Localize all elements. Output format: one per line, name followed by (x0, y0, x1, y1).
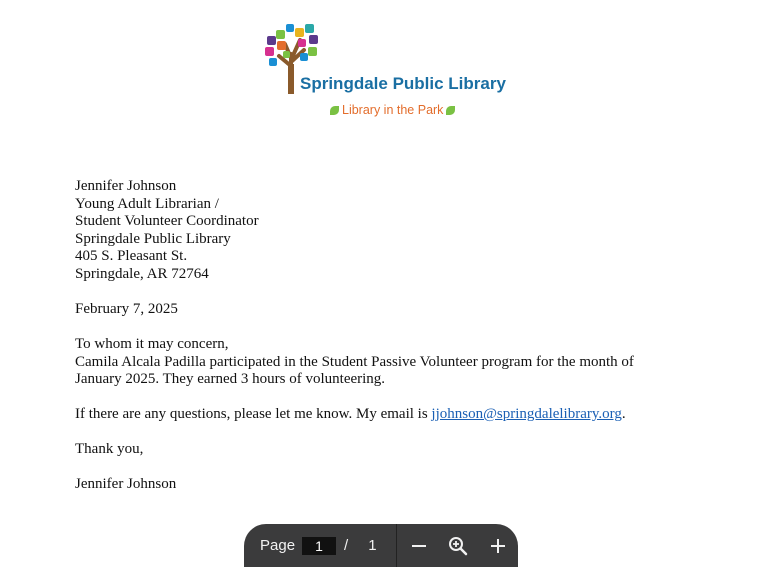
page-separator: / (344, 537, 349, 554)
leaf-icon (330, 106, 339, 115)
sender-title-line2: Student Volunteer Coordinator (75, 213, 259, 230)
zoom-fit-button[interactable] (445, 533, 471, 559)
library-tagline (330, 103, 455, 117)
library-logo (262, 20, 507, 117)
sender-organization: Springdale Public Library (75, 230, 231, 247)
toolbar-divider (396, 524, 397, 567)
page-number-input[interactable] (302, 537, 336, 555)
library-name: Springdale Public Library (300, 74, 506, 93)
sender-title-line1: Young Adult Librarian / (75, 195, 219, 212)
letter-body (75, 178, 715, 494)
signature: Jennifer Johnson (75, 476, 177, 493)
body-line-1: Camila Alcala Padilla participated in the Student Passive Volunteer program for the month of (75, 353, 634, 370)
pdf-toolbar (244, 524, 518, 567)
page-label: Page (260, 537, 296, 554)
zoom-out-icon (410, 537, 428, 555)
tagline-text: Library in the Park (342, 103, 444, 117)
zoom-in-icon (489, 537, 507, 555)
closing: Thank you, (75, 441, 144, 458)
contact-end: . (621, 406, 626, 423)
contact-paragraph (75, 406, 715, 424)
zoom-fit-icon (448, 536, 468, 556)
sender-name: Jennifer Johnson (75, 178, 177, 194)
sender-street: 405 S. Pleasant St. (75, 248, 188, 265)
leaf-icon (446, 106, 455, 115)
contact-text: If there are any questions, please let me know. My email is (75, 406, 432, 423)
zoom-out-button[interactable] (406, 533, 432, 559)
sender-city: Springdale, AR 72764 (75, 265, 209, 282)
zoom-in-button[interactable] (485, 533, 511, 559)
total-pages: 1 (368, 537, 377, 554)
salutation: To whom it may concern, (75, 335, 229, 352)
email-link[interactable]: jjohnson@springdalelibrary.org (431, 406, 622, 423)
letter-date: February 7, 2025 (75, 300, 178, 317)
body-line-2: January 2025. They earned 3 hours of volunteering. (75, 371, 386, 388)
